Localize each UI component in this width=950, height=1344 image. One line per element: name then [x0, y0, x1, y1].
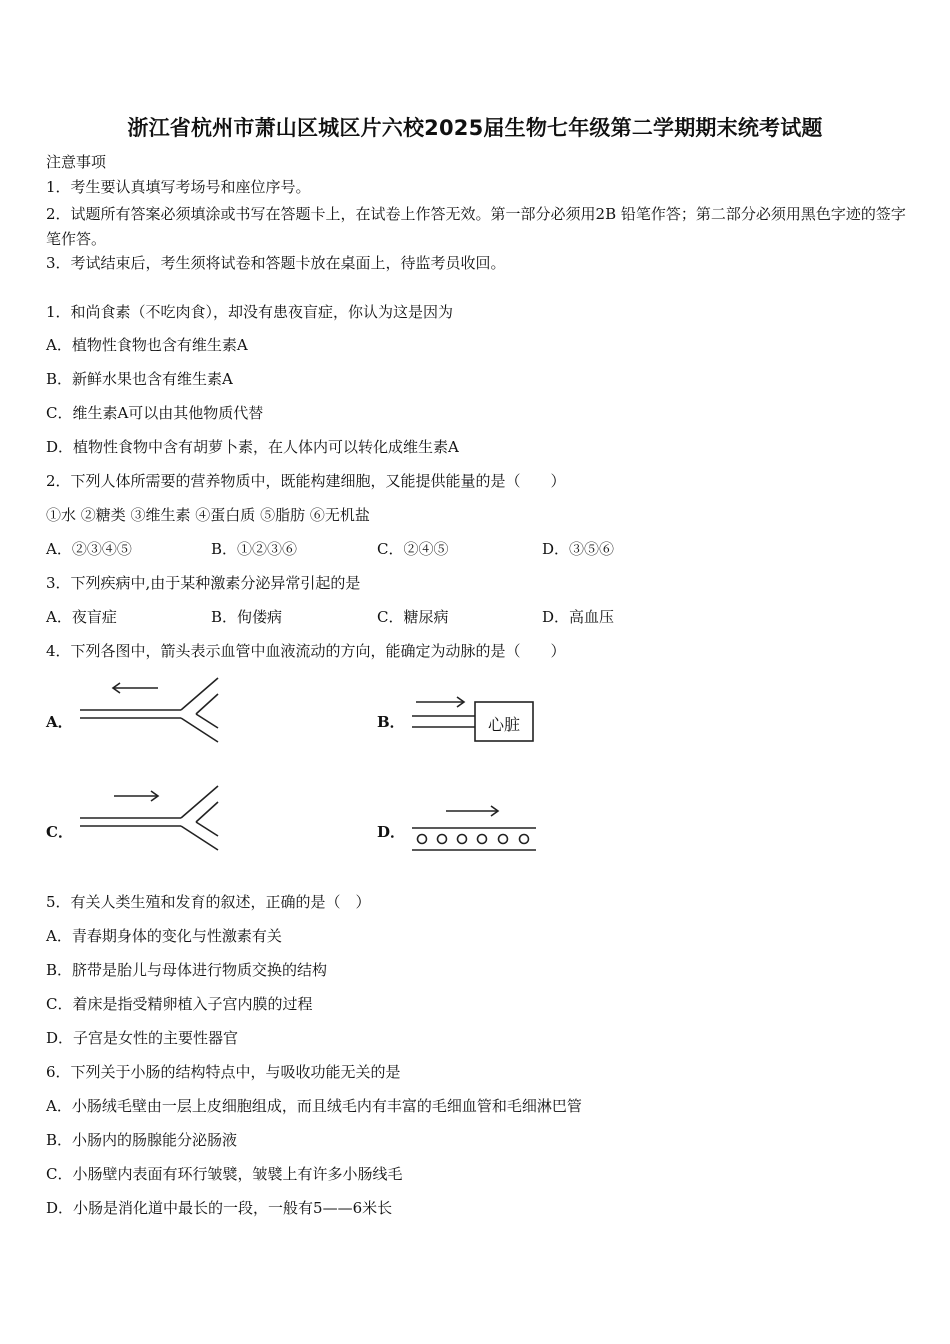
q6-option-c: C．小肠壁内表面有环行皱襞，皱襞上有许多小肠线毛: [46, 1165, 403, 1183]
q3-option-b: B．佝偻病: [211, 608, 283, 626]
q3-option-c: C．糖尿病: [377, 608, 449, 626]
q2-option-d: D．③⑤⑥: [542, 540, 615, 558]
q5-option-c: C．着床是指受精卵植入子宫内膜的过程: [46, 995, 313, 1013]
q6-option-b: B．小肠内的肠腺能分泌肠液: [46, 1131, 238, 1149]
q5-stem: 5．有关人类生殖和发育的叙述，正确的是（ ）: [46, 893, 371, 911]
q2-option-b: B．①②③⑥: [211, 540, 298, 558]
page-title: 浙江省杭州市萧山区城区片六校2025届生物七年级第二学期期末统考试题: [127, 116, 823, 140]
q2-option-c: C．②④⑤: [377, 540, 449, 558]
q4-label-d: D．: [377, 823, 406, 841]
q3-option-a: A．夜盲症: [46, 608, 117, 626]
q2-items: ①水 ②糖类 ③维生素 ④蛋白质 ⑤脂肪 ⑥无机盐: [46, 506, 370, 524]
q4-figure-a-vessel-branching: [76, 676, 236, 746]
q4-heart-label: 心脏: [487, 715, 520, 734]
q5-option-b: B．脐带是胎儿与母体进行物质交换的结构: [46, 961, 328, 979]
q4-label-b: B．: [377, 713, 405, 731]
q1-option-d: D．植物性食物中含有胡萝卜素，在人体内可以转化成维生素A: [46, 438, 459, 456]
notice-heading: 注意事项: [46, 153, 107, 171]
q1-option-c: C．维生素A可以由其他物质代替: [46, 404, 264, 422]
q5-option-d: D．子宫是女性的主要性器官: [46, 1029, 239, 1047]
notice-item-1: 1．考生要认真填写考场号和座位序号。: [46, 178, 311, 196]
q6-option-a: A．小肠绒毛壁由一层上皮细胞组成，而且绒毛内有丰富的毛细血管和毛细淋巴管: [46, 1097, 582, 1115]
notice-item-2: 2．试题所有答案必须填涂或书写在答题卡上，在试卷上作答无效。第一部分必须用2B 铅笔作答；第二部分必须用黑色字迹的签字笔作答。: [46, 205, 906, 248]
notice-item-3: 3．考试结束后，考生须将试卷和答题卡放在桌面上，待监考员收回。: [46, 254, 506, 272]
q3-stem: 3．下列疾病中,由于某种激素分泌异常引起的是: [46, 574, 361, 592]
q1-option-a: A．植物性食物也含有维生素A: [46, 336, 248, 354]
q4-label-c: C．: [46, 823, 73, 841]
q4-figure-d-capillary-cells: [408, 800, 543, 855]
q5-option-a: A．青春期身体的变化与性激素有关: [46, 927, 282, 945]
q3-option-d: D．高血压: [542, 608, 615, 626]
q1-stem: 1．和尚食素（不吃肉食），却没有患夜盲症，你认为这是因为: [46, 303, 454, 321]
q4-label-a: A．: [46, 713, 73, 731]
q4-figure-c-vessel-branching: [76, 784, 236, 854]
q4-stem: 4．下列各图中，箭头表示血管中血液流动的方向，能确定为动脉的是（ ）: [46, 642, 566, 660]
q6-stem: 6．下列关于小肠的结构特点中，与吸收功能无关的是: [46, 1063, 401, 1081]
q2-option-a: A．②③④⑤: [46, 540, 132, 558]
q2-stem: 2．下列人体所需要的营养物质中，既能构建细胞，又能提供能量的是（ ）: [46, 472, 566, 490]
q1-option-b: B．新鲜水果也含有维生素A: [46, 370, 233, 388]
q6-option-d: D．小肠是消化道中最长的一段，一般有5——6米长: [46, 1199, 393, 1217]
